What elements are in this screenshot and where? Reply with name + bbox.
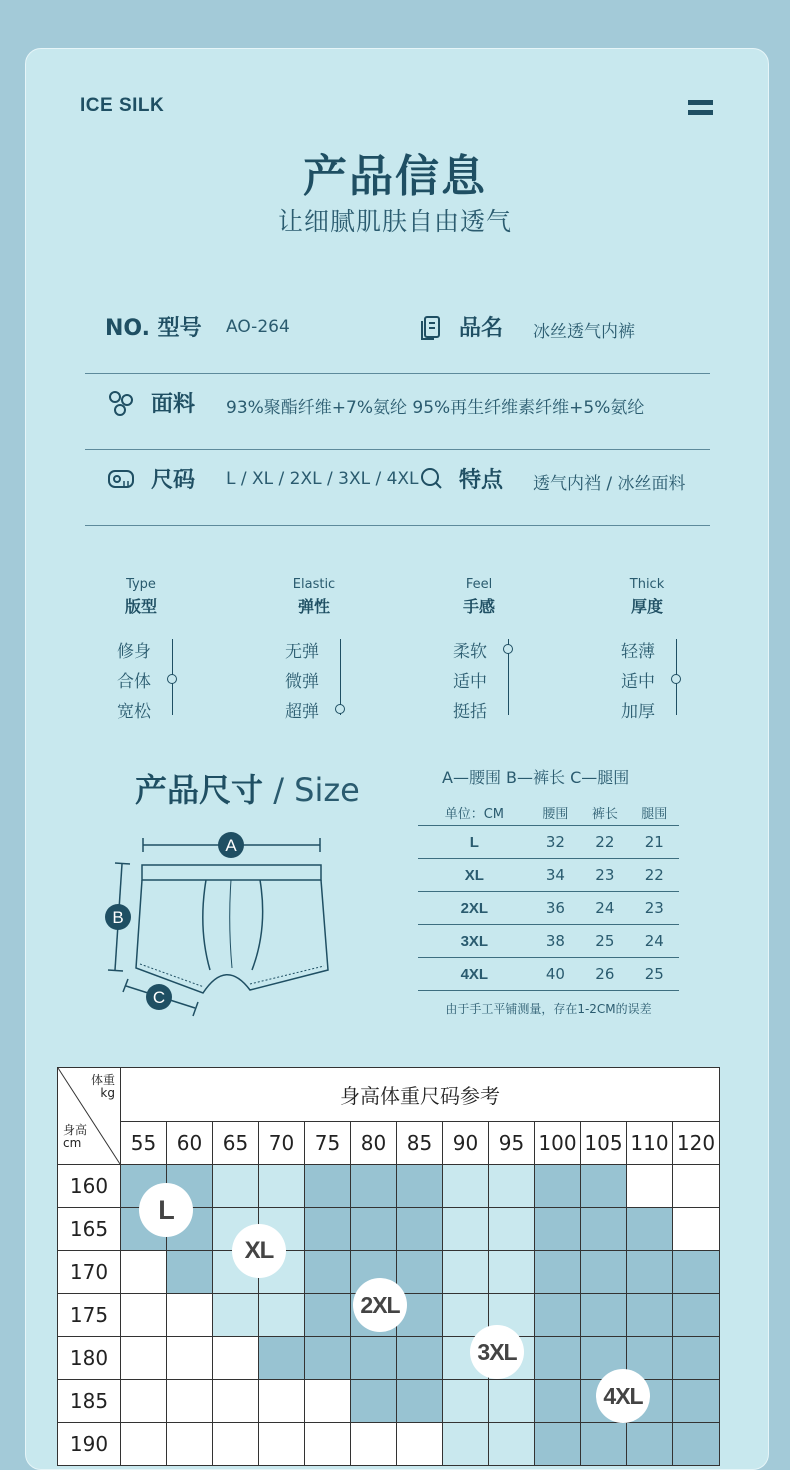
chart-corner (58, 1068, 121, 1165)
measurement-cell: 36 (531, 892, 580, 925)
chart-cell (673, 1337, 720, 1380)
chart-cell (351, 1380, 397, 1423)
chart-cell (397, 1337, 443, 1380)
weight-header: 120 (673, 1121, 720, 1164)
chart-cell (167, 1423, 213, 1466)
scale-option: 超弹 (285, 702, 319, 722)
name-value: 冰丝透气内裤 (533, 322, 635, 342)
page-subtitle: 让细腻肌肤自由透气 (277, 207, 512, 236)
corner-height-label: 身高 cm (63, 1123, 88, 1150)
chart-cell (167, 1251, 213, 1294)
weight-header: 110 (627, 1121, 673, 1164)
measurement-cell: 26 (580, 958, 629, 991)
header-length: 裤长 (580, 800, 629, 826)
height-header: 170 (58, 1251, 121, 1294)
chart-cell (121, 1294, 167, 1337)
weight-header: 100 (535, 1121, 581, 1164)
chart-cell (627, 1294, 673, 1337)
chart-cell (213, 1165, 259, 1208)
feature-en: Thick (629, 577, 665, 592)
size-title-zh: 产品尺寸 (135, 771, 264, 809)
header-unit: 单位：CM (418, 800, 531, 826)
chart-cell (259, 1294, 305, 1337)
search-icon (418, 465, 446, 493)
height-header: 160 (58, 1165, 121, 1208)
info-row-model (85, 297, 710, 374)
underwear-diagram (100, 828, 340, 1023)
chart-cell (397, 1423, 443, 1466)
size-cell: L (418, 826, 531, 859)
scale-option: 适中 (621, 672, 655, 692)
height-header: 165 (58, 1208, 121, 1251)
chart-cell (121, 1337, 167, 1380)
chart-cell (397, 1251, 443, 1294)
chart-cell (443, 1208, 489, 1251)
feature-zh: 弹性 (297, 597, 330, 616)
model-value: AO-264 (226, 317, 290, 337)
chart-cell (167, 1294, 213, 1337)
brand-logo: ICE SILK (80, 95, 165, 116)
scale-option: 修身 (117, 642, 151, 662)
chart-cell (535, 1423, 581, 1466)
chart-cell (489, 1251, 535, 1294)
weight-header: 80 (351, 1121, 397, 1164)
measurement-cell: 22 (630, 859, 679, 892)
height-header: 185 (58, 1380, 121, 1423)
size-legend: A—腰围 B—裤长 C—腿围 (442, 768, 630, 787)
chart-cell (673, 1208, 720, 1251)
size-badge: L (139, 1183, 193, 1237)
chart-cell (259, 1165, 305, 1208)
measurement-cell: 40 (531, 958, 580, 991)
chart-cell (535, 1380, 581, 1423)
chart-cell (673, 1165, 720, 1208)
chart-cell (581, 1251, 627, 1294)
chart-cell (121, 1251, 167, 1294)
feature-zh: 厚度 (630, 597, 663, 616)
measurement-cell: 23 (580, 859, 629, 892)
feature-type (81, 577, 201, 617)
chart-cell (305, 1208, 351, 1251)
weight-header: 90 (443, 1121, 489, 1164)
feature-en: Feel (465, 577, 493, 592)
chart-cell (351, 1208, 397, 1251)
size-badge: 2XL (353, 1278, 407, 1332)
scale-option: 柔软 (453, 642, 487, 662)
chart-cell (673, 1380, 720, 1423)
size-value: L / XL / 2XL / 3XL / 4XL (226, 469, 419, 489)
chart-cell (581, 1208, 627, 1251)
size-badge: 4XL (596, 1369, 650, 1423)
chart-cell (213, 1294, 259, 1337)
fabric-icon (107, 389, 135, 417)
chart-cell (397, 1208, 443, 1251)
chart-cell (305, 1380, 351, 1423)
size-section-title (135, 765, 360, 811)
chart-cell (351, 1337, 397, 1380)
info-row-size (85, 449, 710, 526)
size-title-en: / Size (263, 771, 360, 809)
scale-option: 适中 (453, 672, 487, 692)
menu-icon[interactable] (688, 100, 713, 119)
chart-cell (627, 1165, 673, 1208)
chart-cell (443, 1423, 489, 1466)
chart-cell (581, 1423, 627, 1466)
scale-option: 挺括 (453, 702, 487, 722)
chart-cell (167, 1337, 213, 1380)
size-table-row (418, 859, 679, 892)
weight-header: 65 (213, 1121, 259, 1164)
corner-weight-label: 体重 kg (90, 1073, 115, 1100)
tape-measure-icon (107, 465, 135, 493)
feature-thick (587, 577, 707, 617)
chart-cell (397, 1165, 443, 1208)
chart-cell (351, 1423, 397, 1466)
chart-row (58, 1423, 720, 1466)
size-table-row (418, 958, 679, 991)
chart-cell (673, 1423, 720, 1466)
dimension-a-label: A (225, 836, 237, 855)
feature-en: Elastic (292, 577, 336, 592)
scale-marker (335, 704, 345, 714)
weight-header: 75 (305, 1121, 351, 1164)
height-header: 190 (58, 1423, 121, 1466)
measurement-cell: 21 (630, 826, 679, 859)
chart-cell (351, 1165, 397, 1208)
size-cell: 4XL (418, 958, 531, 991)
weight-header: 85 (397, 1121, 443, 1164)
scale-option: 加厚 (621, 702, 655, 722)
chart-cell (259, 1337, 305, 1380)
measurement-cell: 24 (630, 925, 679, 958)
name-label: 品名 (459, 316, 504, 341)
fabric-label: 面料 (151, 392, 196, 417)
measurement-cell: 25 (630, 958, 679, 991)
dimension-c-label: C (152, 988, 166, 1007)
weight-header: 105 (581, 1121, 627, 1164)
chart-cell (673, 1251, 720, 1294)
scale-marker (167, 674, 177, 684)
size-cell: 2XL (418, 892, 531, 925)
weight-header: 70 (259, 1121, 305, 1164)
chart-cell (213, 1380, 259, 1423)
chart-cell (535, 1294, 581, 1337)
chart-cell (535, 1208, 581, 1251)
scale-marker (671, 674, 681, 684)
chart-cell (443, 1165, 489, 1208)
chart-cell (535, 1165, 581, 1208)
chart-cell (627, 1251, 673, 1294)
page-title: 产品信息 (303, 151, 487, 202)
size-badge: 3XL (470, 1325, 524, 1379)
height-header: 180 (58, 1337, 121, 1380)
dimension-b-label: B (112, 908, 124, 927)
size-badge: XL (232, 1224, 286, 1278)
measurement-cell: 34 (531, 859, 580, 892)
weight-header: 95 (489, 1121, 535, 1164)
chart-cell (213, 1423, 259, 1466)
measurement-cell: 24 (580, 892, 629, 925)
chart-cell (305, 1294, 351, 1337)
chart-cell (489, 1380, 535, 1423)
chart-cell (535, 1251, 581, 1294)
size-table (418, 800, 679, 991)
measurement-cell: 38 (531, 925, 580, 958)
size-table-row (418, 892, 679, 925)
scale-option: 宽松 (117, 702, 151, 722)
measurement-cell: 22 (580, 826, 629, 859)
chart-title: 身高体重尺码参考 (121, 1068, 720, 1122)
chart-cell (259, 1423, 305, 1466)
chart-cell (305, 1337, 351, 1380)
chart-cell (489, 1423, 535, 1466)
size-cell: 3XL (418, 925, 531, 958)
scale-option: 轻薄 (621, 642, 655, 662)
measurement-cell: 25 (580, 925, 629, 958)
measurement-cell: 23 (630, 892, 679, 925)
chart-cell (121, 1380, 167, 1423)
chart-cell (489, 1165, 535, 1208)
chart-cell (443, 1380, 489, 1423)
chart-cell (443, 1251, 489, 1294)
size-table-row (418, 925, 679, 958)
chart-cell (581, 1165, 627, 1208)
chart-cell (305, 1423, 351, 1466)
header-waist: 腰围 (531, 800, 580, 826)
size-table-row (418, 826, 679, 859)
feature-zh: 手感 (462, 597, 495, 616)
height-header: 175 (58, 1294, 121, 1337)
chart-cell (167, 1380, 213, 1423)
chart-cell (581, 1294, 627, 1337)
info-row-fabric (85, 373, 710, 450)
document-icon (418, 313, 446, 341)
scale-option: 微弹 (285, 672, 319, 692)
feature-value: 透气内裆 / 冰丝面料 (533, 474, 686, 494)
chart-cell (305, 1251, 351, 1294)
model-label: NO. 型号 (105, 316, 202, 341)
weight-header: 60 (167, 1121, 213, 1164)
measurement-note: 由于手工平铺测量，存在1-2CM的误差 (445, 1002, 652, 1016)
chart-cell (305, 1165, 351, 1208)
header-leg: 腿围 (630, 800, 679, 826)
chart-cell (489, 1208, 535, 1251)
feature-zh: 版型 (124, 597, 157, 616)
chart-cell (121, 1423, 167, 1466)
feature-en: Type (126, 577, 156, 592)
measurement-cell: 32 (531, 826, 580, 859)
chart-cell (627, 1208, 673, 1251)
size-cell: XL (418, 859, 531, 892)
size-label: 尺码 (151, 468, 196, 493)
feature-feel (419, 577, 539, 617)
scale-option: 合体 (117, 672, 151, 692)
feature-label: 特点 (459, 468, 504, 493)
chart-cell (397, 1380, 443, 1423)
size-table-header (418, 800, 679, 826)
fabric-value: 93%聚酯纤维+7%氨纶 95%再生纤维素纤维+5%氨纶 (226, 398, 645, 418)
chart-cell (259, 1380, 305, 1423)
chart-cell (673, 1294, 720, 1337)
chart-cell (535, 1337, 581, 1380)
scale-marker (503, 644, 513, 654)
chart-cell (627, 1423, 673, 1466)
feature-elastic (254, 577, 374, 617)
scale-option: 无弹 (285, 642, 319, 662)
weight-header: 55 (121, 1121, 167, 1164)
chart-cell (213, 1337, 259, 1380)
